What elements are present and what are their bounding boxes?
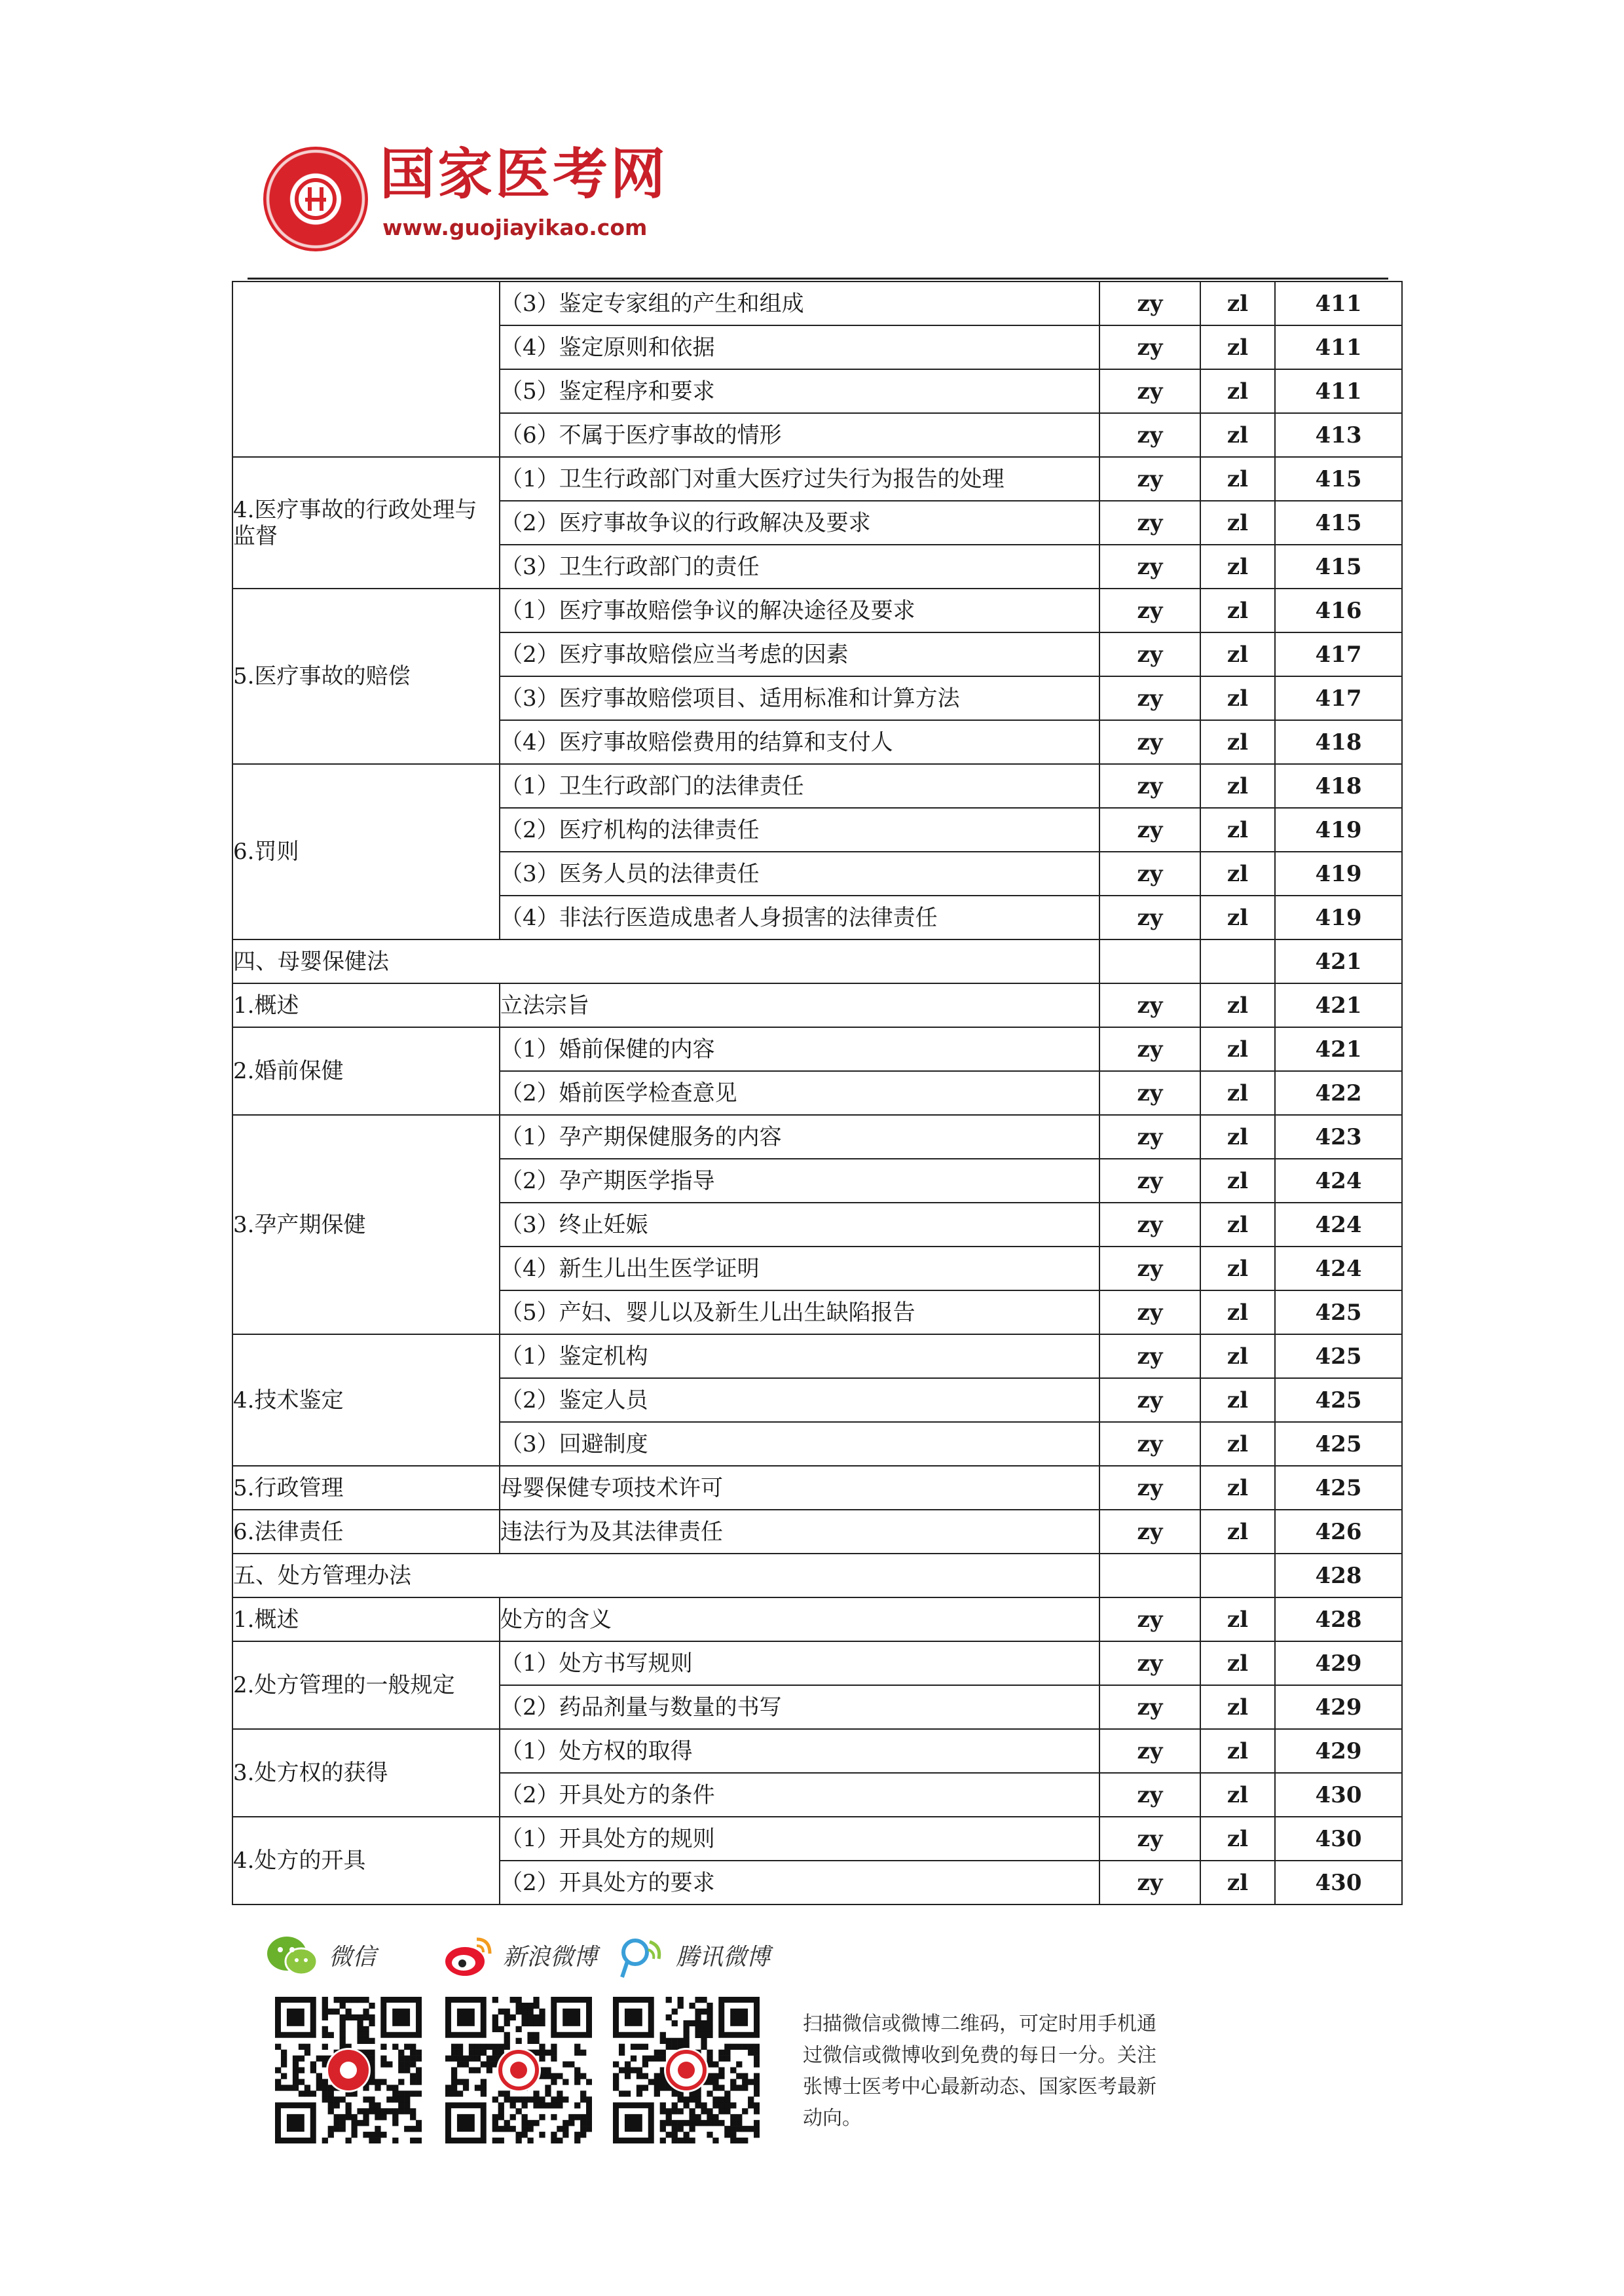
code-zl: zl xyxy=(1200,852,1275,896)
code-zl: zl xyxy=(1200,1641,1275,1685)
section-title: 3.孕产期保健 xyxy=(232,1115,500,1334)
code-cell-empty xyxy=(1200,939,1275,983)
code-zl: zl xyxy=(1200,808,1275,852)
code-zy: zy xyxy=(1099,1247,1200,1290)
page-number: 429 xyxy=(1275,1641,1402,1685)
code-zy: zy xyxy=(1099,545,1200,589)
topic-item: （1）鉴定机构 xyxy=(500,1334,1099,1378)
topic-item: （1）婚前保健的内容 xyxy=(500,1027,1099,1071)
topic-item: （1）医疗事故赔偿争议的解决途径及要求 xyxy=(500,589,1099,632)
code-zy: zy xyxy=(1099,1466,1200,1510)
code-zl: zl xyxy=(1200,764,1275,808)
topic-item: （6）不属于医疗事故的情形 xyxy=(500,413,1099,457)
tencent-weibo-icon xyxy=(616,1933,668,1980)
section-title: 1.概述 xyxy=(232,1597,500,1641)
code-zl: zl xyxy=(1200,1861,1275,1904)
topic-item: （1）开具处方的规则 xyxy=(500,1817,1099,1861)
code-zl: zl xyxy=(1200,282,1275,325)
chapter-heading: 四、母婴保健法 xyxy=(232,939,1099,983)
page-number: 425 xyxy=(1275,1466,1402,1510)
page-number: 422 xyxy=(1275,1071,1402,1115)
topic-item: （3）回避制度 xyxy=(500,1422,1099,1466)
code-zy: zy xyxy=(1099,282,1200,325)
code-zl: zl xyxy=(1200,1729,1275,1773)
page-number: 424 xyxy=(1275,1247,1402,1290)
table-row xyxy=(232,1334,1402,1378)
code-zl: zl xyxy=(1200,1247,1275,1290)
section-title: 3.处方权的获得 xyxy=(232,1729,500,1817)
section-title: 2.婚前保健 xyxy=(232,1027,500,1115)
page-number: 430 xyxy=(1275,1861,1402,1904)
topic-item: （4）新生儿出生医学证明 xyxy=(500,1247,1099,1290)
tencent-weibo-label: 腾讯微博 xyxy=(676,1944,771,1971)
topic-item: （5）产妇、婴儿以及新生儿出生缺陷报告 xyxy=(500,1290,1099,1334)
code-zl: zl xyxy=(1200,1817,1275,1861)
code-zy: zy xyxy=(1099,1597,1200,1641)
page-number: 430 xyxy=(1275,1773,1402,1817)
topic-item: （3）医务人员的法律责任 xyxy=(500,852,1099,896)
code-zl: zl xyxy=(1200,501,1275,545)
code-zy: zy xyxy=(1099,1334,1200,1378)
page-number: 423 xyxy=(1275,1115,1402,1159)
code-zy: zy xyxy=(1099,852,1200,896)
code-zy: zy xyxy=(1099,1773,1200,1817)
wechat-icon xyxy=(266,1933,318,1980)
page-number: 429 xyxy=(1275,1729,1402,1773)
code-zy: zy xyxy=(1099,325,1200,369)
section-title: 2.处方管理的一般规定 xyxy=(232,1641,500,1729)
topic-item: （4）医疗事故赔偿费用的结算和支付人 xyxy=(500,720,1099,764)
topic-item: （2）鉴定人员 xyxy=(500,1378,1099,1422)
footer-note: 扫描微信或微博二维码，可定时用手机通过微信或微博收到免费的每日一分。关注张博士医考中心最新动态、国家医考最新动向。 xyxy=(803,2013,1156,2130)
table-row xyxy=(232,589,1402,632)
code-zy: zy xyxy=(1099,1641,1200,1685)
code-zy: zy xyxy=(1099,501,1200,545)
page-number: 418 xyxy=(1275,720,1402,764)
page-number: 419 xyxy=(1275,852,1402,896)
code-zy: zy xyxy=(1099,896,1200,939)
code-zl: zl xyxy=(1200,1773,1275,1817)
table-row xyxy=(232,1115,1402,1159)
code-zl: zl xyxy=(1200,983,1275,1027)
code-zy: zy xyxy=(1099,589,1200,632)
page-number: 411 xyxy=(1275,325,1402,369)
code-zl: zl xyxy=(1200,720,1275,764)
page-number: 430 xyxy=(1275,1817,1402,1861)
code-zl: zl xyxy=(1200,1378,1275,1422)
section-title: 4.处方的开具 xyxy=(232,1817,500,1904)
code-zl: zl xyxy=(1200,676,1275,720)
page-number: 424 xyxy=(1275,1203,1402,1247)
page-number: 428 xyxy=(1275,1597,1402,1641)
table-row xyxy=(232,1510,1402,1554)
section-title xyxy=(232,282,500,457)
page-number: 425 xyxy=(1275,1290,1402,1334)
section-title: 6.法律责任 xyxy=(232,1510,500,1554)
code-zy: zy xyxy=(1099,1729,1200,1773)
seal-logo-icon xyxy=(263,147,368,251)
topic-item: （2）婚前医学检查意见 xyxy=(500,1071,1099,1115)
code-zl: zl xyxy=(1200,589,1275,632)
page-number: 415 xyxy=(1275,501,1402,545)
code-zy: zy xyxy=(1099,413,1200,457)
code-zy: zy xyxy=(1099,1159,1200,1203)
topic-item: 立法宗旨 xyxy=(500,983,1099,1027)
code-zy: zy xyxy=(1099,1115,1200,1159)
sina-weibo-icon xyxy=(443,1933,495,1980)
code-zl: zl xyxy=(1200,1422,1275,1466)
code-zl: zl xyxy=(1200,1290,1275,1334)
table-row xyxy=(232,1466,1402,1510)
topic-item: 违法行为及其法律责任 xyxy=(500,1510,1099,1554)
page-number: 417 xyxy=(1275,632,1402,676)
code-zy: zy xyxy=(1099,1510,1200,1554)
topic-item: （2）药品剂量与数量的书写 xyxy=(500,1685,1099,1729)
code-zy: zy xyxy=(1099,1817,1200,1861)
topic-item: （3）卫生行政部门的责任 xyxy=(500,545,1099,589)
topic-item: （2）开具处方的要求 xyxy=(500,1861,1099,1904)
code-zl: zl xyxy=(1200,1027,1275,1071)
code-zl: zl xyxy=(1200,1115,1275,1159)
page-number: 411 xyxy=(1275,282,1402,325)
topic-item: （1）处方书写规则 xyxy=(500,1641,1099,1685)
table-row xyxy=(232,457,1402,501)
topic-item: （2）医疗事故争议的行政解决及要求 xyxy=(500,501,1099,545)
topic-item: （2）医疗机构的法律责任 xyxy=(500,808,1099,852)
code-zy: zy xyxy=(1099,720,1200,764)
code-zy: zy xyxy=(1099,764,1200,808)
code-zy: zy xyxy=(1099,369,1200,413)
chapter-heading: 五、处方管理办法 xyxy=(232,1554,1099,1597)
code-zl: zl xyxy=(1200,457,1275,501)
code-zy: zy xyxy=(1099,676,1200,720)
topic-item: （1）卫生行政部门的法律责任 xyxy=(500,764,1099,808)
topic-item: 处方的含义 xyxy=(500,1597,1099,1641)
code-zl: zl xyxy=(1200,1685,1275,1729)
table-row xyxy=(232,1817,1402,1861)
weibo-qr-code-icon[interactable] xyxy=(445,1997,592,2143)
topic-item: （1）孕产期保健服务的内容 xyxy=(500,1115,1099,1159)
code-zy: zy xyxy=(1099,632,1200,676)
page-number: 418 xyxy=(1275,764,1402,808)
brand-name: 国家医考网 xyxy=(380,142,669,206)
page-number: 417 xyxy=(1275,676,1402,720)
topic-item: （1）处方权的取得 xyxy=(500,1729,1099,1773)
code-zy: zy xyxy=(1099,983,1200,1027)
table-row xyxy=(232,1641,1402,1685)
topic-item: （4）鉴定原则和依据 xyxy=(500,325,1099,369)
page-number: 419 xyxy=(1275,808,1402,852)
table-row xyxy=(232,282,1402,325)
syllabus-table xyxy=(232,281,1403,1905)
topic-item: （1）卫生行政部门对重大医疗过失行为报告的处理 xyxy=(500,457,1099,501)
code-zl: zl xyxy=(1200,1466,1275,1510)
code-zl: zl xyxy=(1200,369,1275,413)
page-number: 415 xyxy=(1275,457,1402,501)
topic-item: （3）医疗事故赔偿项目、适用标准和计算方法 xyxy=(500,676,1099,720)
topic-item: 母婴保健专项技术许可 xyxy=(500,1466,1099,1510)
brand-url: www.guojiayikao.com xyxy=(382,215,648,240)
code-zl: zl xyxy=(1200,1159,1275,1203)
section-title: 5.医疗事故的赔偿 xyxy=(232,589,500,764)
page-number: 425 xyxy=(1275,1422,1402,1466)
section-title: 6.罚则 xyxy=(232,764,500,939)
code-zy: zy xyxy=(1099,808,1200,852)
section-title: 1.概述 xyxy=(232,983,500,1027)
code-zy: zy xyxy=(1099,1290,1200,1334)
section-title: 4.医疗事故的行政处理与监督 xyxy=(232,457,500,589)
code-zy: zy xyxy=(1099,1422,1200,1466)
code-zy: zy xyxy=(1099,1071,1200,1115)
page-number: 425 xyxy=(1275,1334,1402,1378)
code-zl: zl xyxy=(1200,632,1275,676)
table-row xyxy=(232,1729,1402,1773)
table-row xyxy=(232,983,1402,1027)
code-zy: zy xyxy=(1099,1027,1200,1071)
page-number: 424 xyxy=(1275,1159,1402,1203)
code-cell-empty xyxy=(1099,939,1200,983)
topic-item: （3）终止妊娠 xyxy=(500,1203,1099,1247)
page-number: 411 xyxy=(1275,369,1402,413)
topic-item: （3）鉴定专家组的产生和组成 xyxy=(500,282,1099,325)
page-number: 421 xyxy=(1275,1027,1402,1071)
weibo-label: 新浪微博 xyxy=(503,1944,598,1971)
page-number: 425 xyxy=(1275,1378,1402,1422)
code-zl: zl xyxy=(1200,1334,1275,1378)
page-number: 416 xyxy=(1275,589,1402,632)
code-cell-empty xyxy=(1099,1554,1200,1597)
footer xyxy=(266,1931,1183,2167)
table-row xyxy=(232,764,1402,808)
code-zl: zl xyxy=(1200,1203,1275,1247)
page-number: 421 xyxy=(1275,939,1402,983)
page-number: 421 xyxy=(1275,983,1402,1027)
table-row xyxy=(232,939,1402,983)
code-zy: zy xyxy=(1099,1203,1200,1247)
section-title: 4.技术鉴定 xyxy=(232,1334,500,1466)
table-row xyxy=(232,1027,1402,1071)
table-row xyxy=(232,1597,1402,1641)
topic-item: （2）医疗事故赔偿应当考虑的因素 xyxy=(500,632,1099,676)
page-number: 419 xyxy=(1275,896,1402,939)
topic-item: （2）开具处方的条件 xyxy=(500,1773,1099,1817)
header-divider xyxy=(248,278,1388,280)
topic-item: （2）孕产期医学指导 xyxy=(500,1159,1099,1203)
table-row xyxy=(232,1554,1402,1597)
code-zy: zy xyxy=(1099,457,1200,501)
site-logo xyxy=(263,137,695,262)
wechat-label: 微信 xyxy=(329,1944,377,1971)
page-number: 413 xyxy=(1275,413,1402,457)
code-cell-empty xyxy=(1200,1554,1275,1597)
page-number: 426 xyxy=(1275,1510,1402,1554)
code-zl: zl xyxy=(1200,413,1275,457)
code-zl: zl xyxy=(1200,325,1275,369)
section-title: 5.行政管理 xyxy=(232,1466,500,1510)
page-number: 415 xyxy=(1275,545,1402,589)
page-number: 429 xyxy=(1275,1685,1402,1729)
wechat-qr-code-icon[interactable] xyxy=(275,1997,422,2143)
page-number: 428 xyxy=(1275,1554,1402,1597)
tencent-qr-code-icon[interactable] xyxy=(613,1997,760,2143)
code-zl: zl xyxy=(1200,1510,1275,1554)
code-zl: zl xyxy=(1200,896,1275,939)
code-zl: zl xyxy=(1200,1071,1275,1115)
topic-item: （4）非法行医造成患者人身损害的法律责任 xyxy=(500,896,1099,939)
code-zl: zl xyxy=(1200,1597,1275,1641)
code-zy: zy xyxy=(1099,1861,1200,1904)
code-zy: zy xyxy=(1099,1685,1200,1729)
code-zl: zl xyxy=(1200,545,1275,589)
code-zy: zy xyxy=(1099,1378,1200,1422)
topic-item: （5）鉴定程序和要求 xyxy=(500,369,1099,413)
